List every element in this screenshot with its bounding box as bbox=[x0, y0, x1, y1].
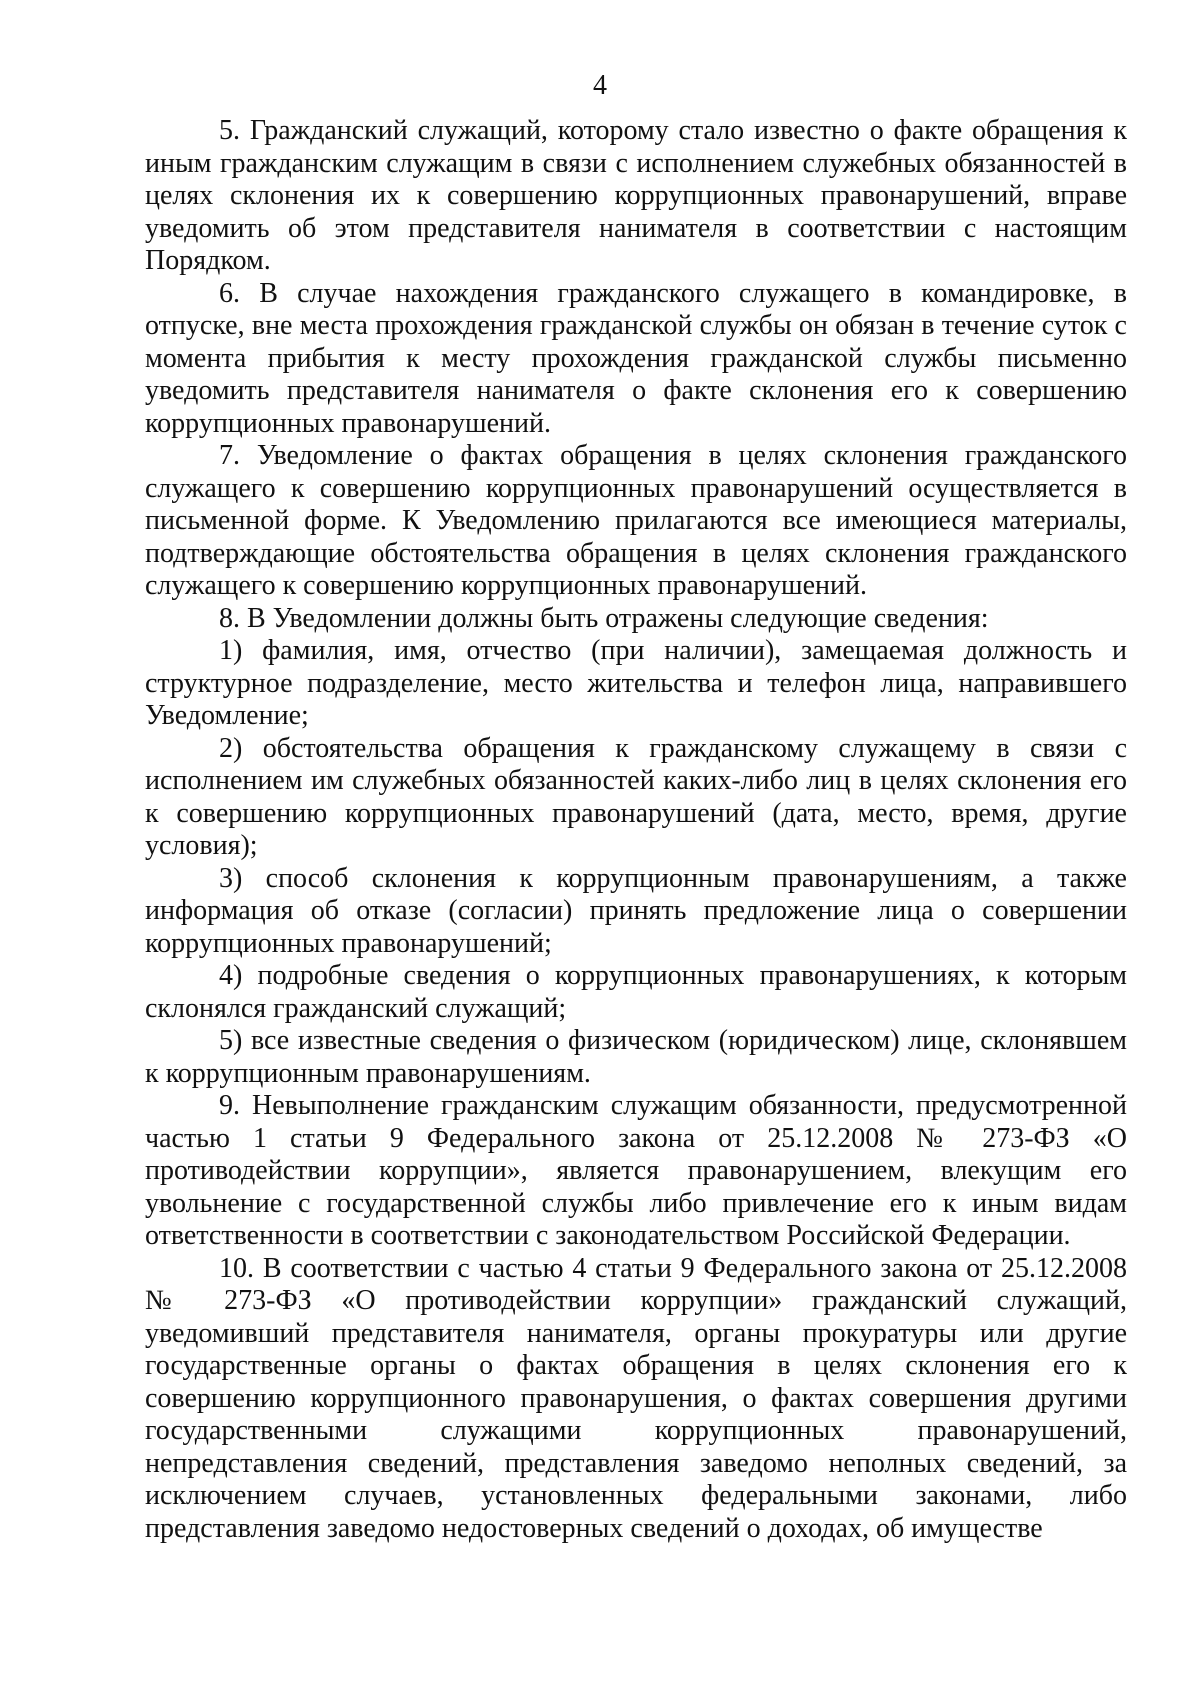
list-item-1: 1) фамилия, имя, отчество (при наличии), замещаемая должность и структурное подразделение, место жительства и телефон лица, направившего Уведомление; bbox=[145, 635, 1127, 731]
list-item-4: 4) подробные сведения о коррупционных правонарушениях, к которым склонялся гражданский служащий; bbox=[145, 960, 1127, 1024]
paragraph-5: 5. Гражданский служащий, которому стало известно о факте обращения к иным гражданским служащим в связи с исполнением служебных обязанностей в целях склонения их к совершению коррупционных правонарушений, вправе уведомить об этом представителя нанимателя в соответствии с настоящим Порядком. bbox=[145, 115, 1127, 276]
paragraph-9: 9. Невыполнение гражданским служащим обязанности, предусмотренной частью 1 статьи 9 Федерального закона от 25.12.2008 № 273-ФЗ «О противодействии коррупции», является правонарушением, влекущим его увольнение с государственной службы либо привлечение его к иным видам ответственности в соответствии с законодательством Российской Федерации. bbox=[145, 1090, 1127, 1251]
list-item-3: 3) способ склонения к коррупционным правонарушениям, а также информация об отказе (согласии) принять предложение лица о совершении коррупционных правонарушений; bbox=[145, 862, 1127, 959]
document-body bbox=[145, 115, 1127, 1545]
list-item-5: 5) все известные сведения о физическом (юридическом) лице, склонявшем к коррупционным правонарушениям. bbox=[145, 1025, 1127, 1089]
paragraph-8: 8. В Уведомлении должны быть отражены следующие сведения: bbox=[219, 602, 989, 634]
page-number: 4 bbox=[593, 70, 607, 101]
paragraph-6: 6. В случае нахождения гражданского служащего в командировке, в отпуске, вне места прохождения гражданской службы он обязан в течение суток с момента прибытия к месту прохождения гражданской службы письменно уведомить представителя нанимателя о факте склонения его к совершению коррупционных правонарушений. bbox=[145, 277, 1127, 439]
paragraph-10: 10. В соответствии с частью 4 статьи 9 Федерального закона от 25.12.2008 № 273-ФЗ «О противодействии коррупции» гражданский служащий, уведомивший представителя нанимателя, органы прокуратуры или другие государственные органы о фактах обращения в целях склонения его к совершению коррупционного правонарушения, о фактах совершения другими государственными служащими коррупционных правонарушений, непредставления сведений, представления заведомо неполных сведений, за исключением случаев, установленных федеральными законами, либо представления заведомо недостоверных сведений о доходах, об имуществе bbox=[145, 1252, 1127, 1544]
paragraph-7: 7. Уведомление о фактах обращения в целях склонения гражданского служащего к совершению коррупционных правонарушений осуществляется в письменной форме. К Уведомлению прилагаются все имеющиеся материалы, подтверждающие обстоятельства обращения в целях склонения гражданского служащего к совершению коррупционных правонарушений. bbox=[145, 440, 1127, 601]
list-item-2: 2) обстоятельства обращения к гражданскому служащему в связи с исполнением им служебных обязанностей каких-либо лиц в целях склонения его к совершению коррупционных правонарушений (дата, место, время, другие условия); bbox=[145, 732, 1127, 861]
